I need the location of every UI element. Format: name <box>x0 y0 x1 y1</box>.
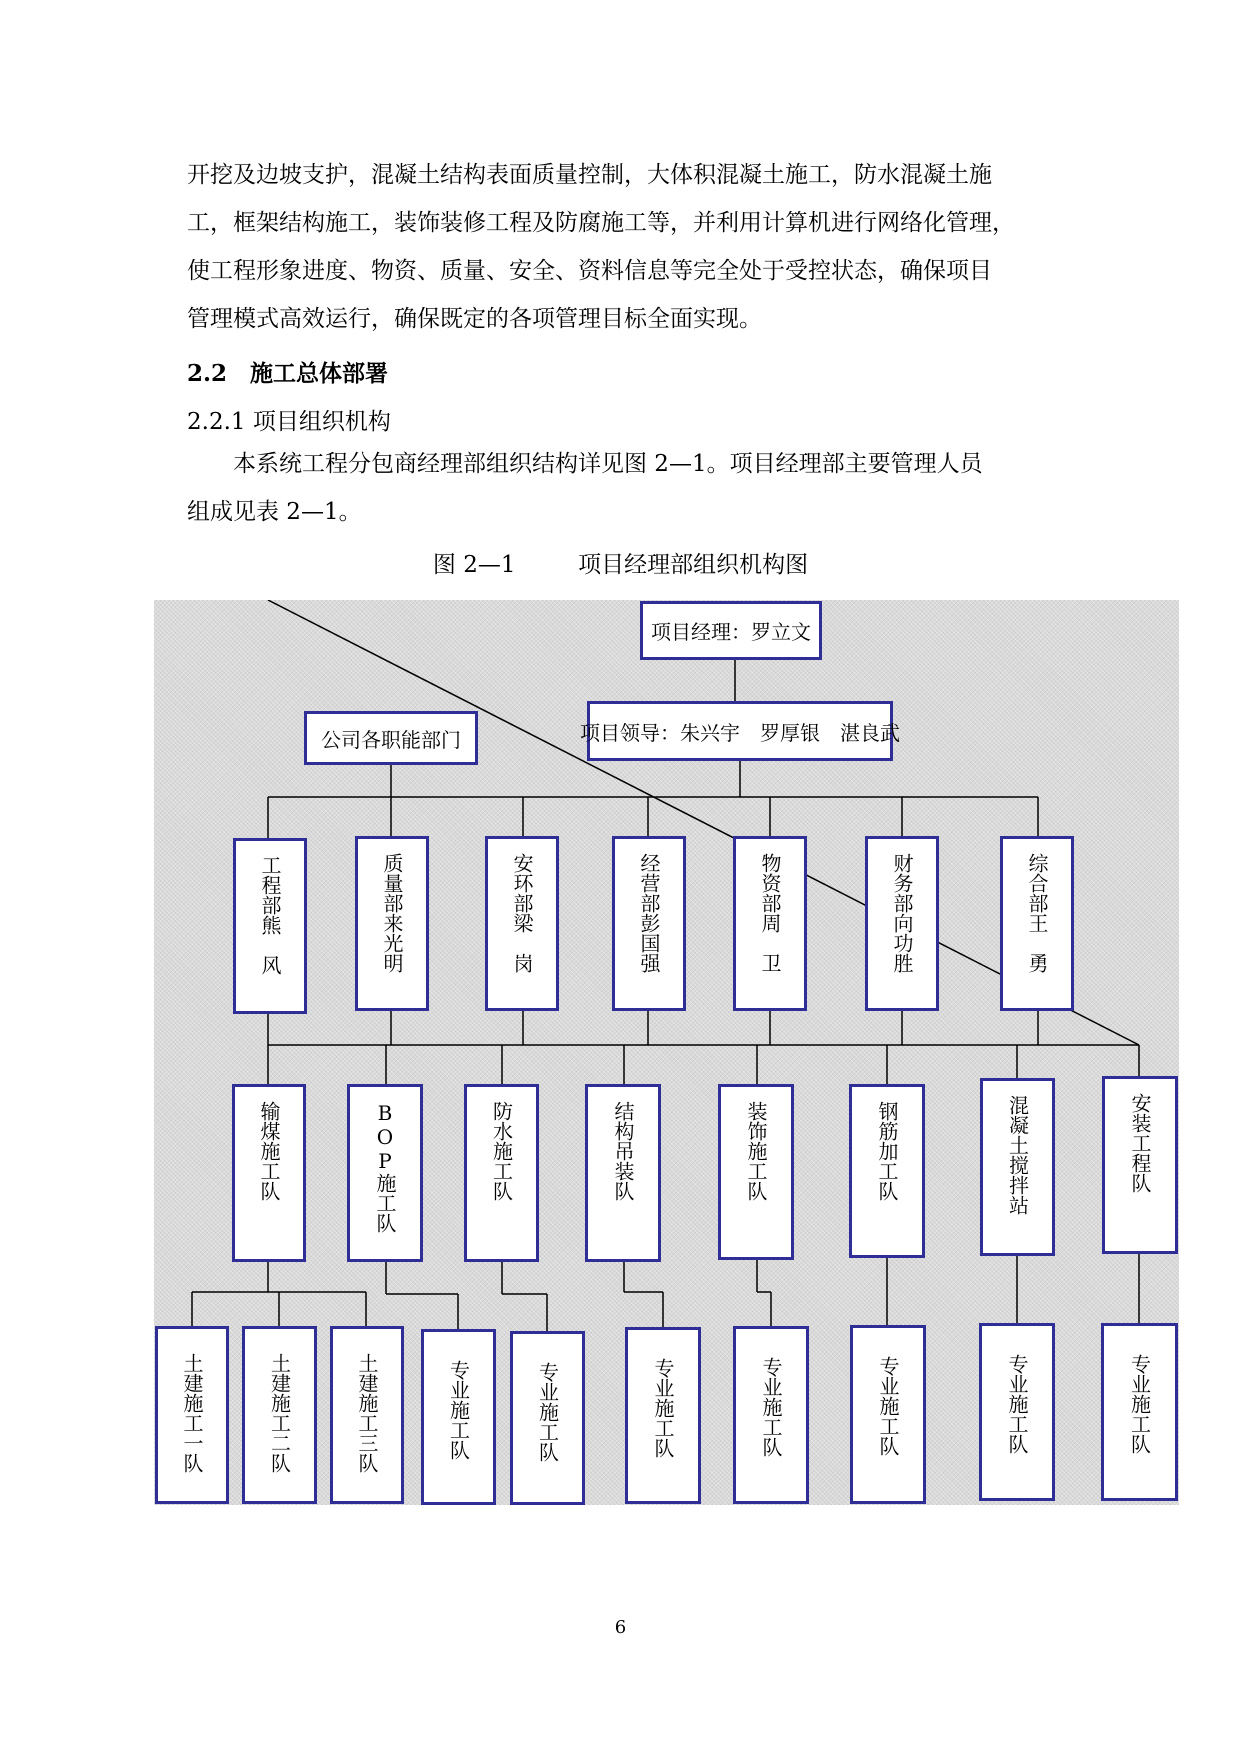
figure-number: 图 2—1 <box>432 552 516 578</box>
team-installation: 安装工程队 <box>1102 1076 1178 1254</box>
page-number: 6 <box>614 1617 627 1638</box>
subteam-special-1: 专业施工队 <box>421 1329 496 1505</box>
figure-caption <box>0 546 1241 579</box>
body-line-2: 组成见表 2—1。 <box>187 499 362 525</box>
intro-line-1: 开挖及边坡支护，混凝土结构表面质量控制，大体积混凝土施工，防水混凝土施 <box>187 162 992 188</box>
dept-engineering: 工程部熊 风 <box>233 838 307 1014</box>
company-departments-box: 公司各职能部门 <box>304 711 478 765</box>
subteam-special-7: 专业施工队 <box>1101 1323 1178 1501</box>
subteam-special-2: 专业施工队 <box>510 1331 585 1505</box>
team-concrete-plant: 混凝土搅拌站 <box>980 1078 1055 1256</box>
project-leaders-box: 项目领导：朱兴宇 罗厚银 湛良武 <box>587 701 893 761</box>
team-bop: BOP施工队 <box>347 1084 423 1262</box>
dept-safety: 安环部梁 岗 <box>485 836 559 1011</box>
team-rebar: 钢筋加工队 <box>849 1084 925 1258</box>
team-structural-lifting: 结构吊装队 <box>585 1084 661 1262</box>
subteam-civil-1: 土建施工一队 <box>155 1326 229 1504</box>
subteam-special-5: 专业施工队 <box>850 1325 926 1504</box>
subteam-civil-3: 土建施工三队 <box>330 1326 404 1504</box>
body-line-1: 本系统工程分包商经理部组织结构详见图 2—1。项目经理部主要管理人员 <box>233 451 983 477</box>
dept-finance: 财务部向功胜 <box>865 836 939 1011</box>
dept-materials: 物资部周 卫 <box>733 836 807 1011</box>
intro-line-4: 管理模式高效运行，确保既定的各项管理目标全面实现。 <box>187 306 762 332</box>
dept-business: 经营部彭国强 <box>612 836 686 1011</box>
section-heading: 2.2 施工总体部署 <box>187 360 389 387</box>
subteam-special-4: 专业施工队 <box>733 1326 809 1504</box>
project-manager-box: 项目经理：罗立文 <box>640 601 822 660</box>
team-coal-conveying: 输煤施工队 <box>232 1084 306 1262</box>
dept-quality: 质量部来光明 <box>355 836 429 1011</box>
intro-line-3: 使工程形象进度、物资、质量、安全、资料信息等完全处于受控状态，确保项目 <box>187 258 992 284</box>
subsection-heading: 2.2.1 项目组织机构 <box>187 409 391 435</box>
team-waterproof: 防水施工队 <box>464 1084 539 1262</box>
intro-line-2: 工，框架结构施工，装饰装修工程及防腐施工等，并利用计算机进行网络化管理， <box>187 210 1015 236</box>
org-chart <box>154 600 1179 1505</box>
figure-title: 项目经理部组织机构图 <box>578 552 809 578</box>
dept-general: 综合部王 勇 <box>1000 836 1074 1011</box>
subteam-special-3: 专业施工队 <box>625 1327 701 1504</box>
subteam-special-6: 专业施工队 <box>979 1323 1055 1501</box>
subteam-civil-2: 土建施工二队 <box>242 1326 317 1504</box>
team-decoration: 装饰施工队 <box>718 1084 794 1260</box>
